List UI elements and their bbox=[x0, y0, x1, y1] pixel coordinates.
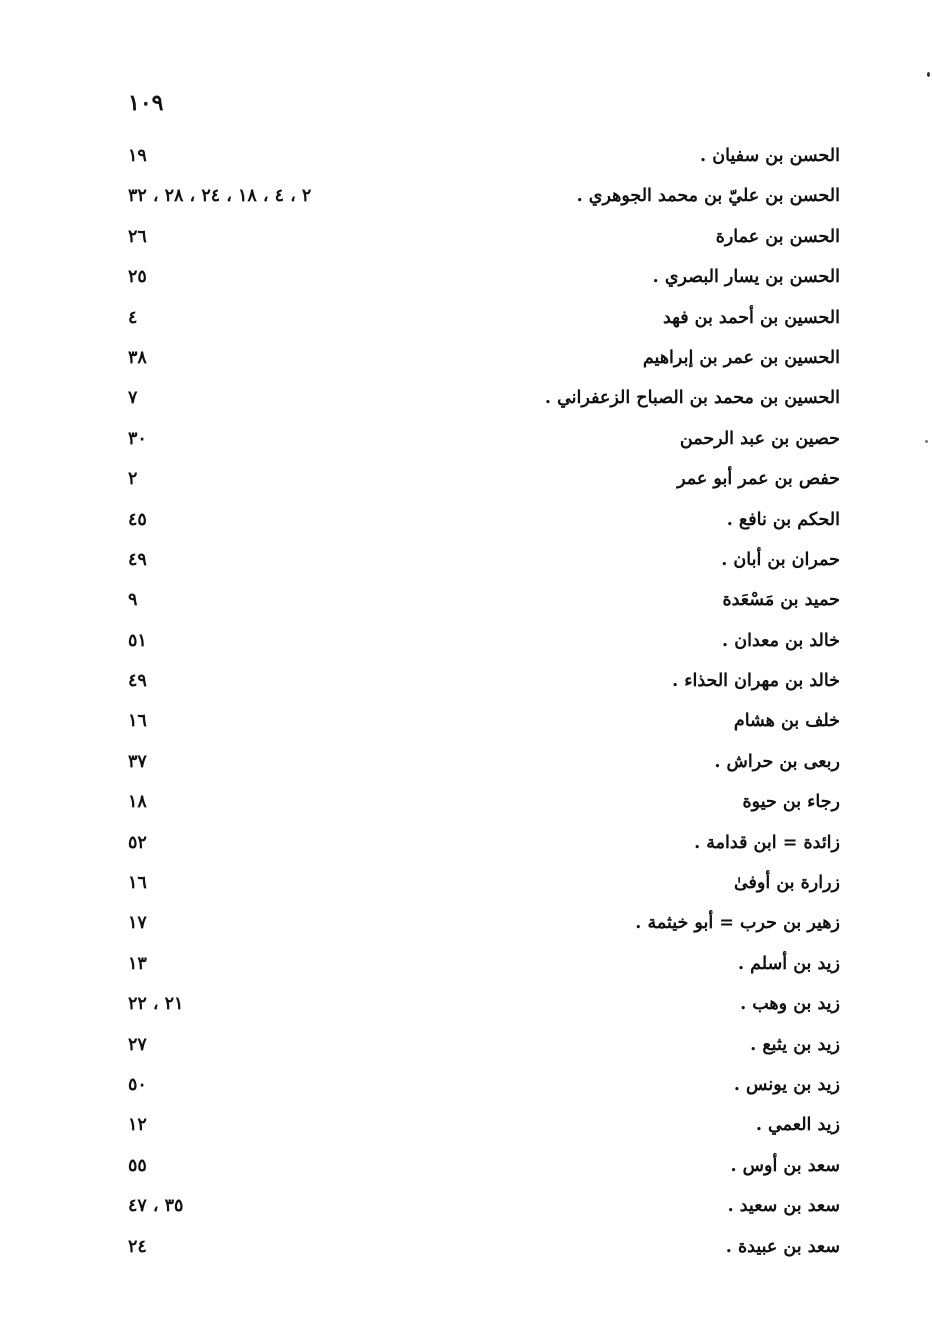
entry-page-references: ١٦ bbox=[128, 873, 147, 894]
entry-page-references: ٢٤ bbox=[128, 1236, 147, 1257]
entry-page-references: ١٨ bbox=[128, 792, 147, 813]
index-entry bbox=[100, 623, 840, 663]
name-index-list bbox=[100, 138, 840, 1269]
scan-speck bbox=[927, 72, 930, 77]
entry-name: الحسن بن سفيان . bbox=[700, 146, 840, 166]
index-entry bbox=[100, 703, 840, 743]
index-entry bbox=[100, 380, 840, 420]
entry-page-references: ٤ bbox=[128, 307, 138, 328]
entry-name: حمران بن أبان . bbox=[721, 549, 840, 570]
entry-page-references: ٢ ، ٤ ، ١٨ ، ٢٤ ، ٢٨ ، ٣٢ bbox=[128, 186, 312, 207]
entry-name: خالد بن معدان . bbox=[722, 630, 840, 651]
entry-name: حفص بن عمر أبو عمر bbox=[677, 469, 840, 490]
entry-page-references: ١٩ bbox=[128, 146, 147, 166]
entry-name: الحسن بن عمارة bbox=[715, 226, 840, 247]
entry-page-references: ٤٥ bbox=[128, 509, 147, 530]
entry-name: زرارة بن أوفىٰ bbox=[733, 873, 840, 894]
entry-name: زهير بن حرب = أبو خيثمة . bbox=[635, 913, 840, 934]
index-entry bbox=[100, 1188, 840, 1228]
entry-name: حصين بن عبد الرحمن bbox=[679, 428, 840, 449]
entry-page-references: ٥٥ bbox=[128, 1155, 147, 1176]
index-entry bbox=[100, 582, 840, 622]
entry-page-references: ٩ bbox=[128, 590, 138, 611]
entry-name: الحكم بن نافع . bbox=[726, 509, 840, 530]
entry-name: سعد بن أوس . bbox=[730, 1155, 840, 1176]
scan-speck bbox=[925, 440, 928, 443]
index-entry bbox=[100, 178, 840, 218]
entry-page-references: ١٦ bbox=[128, 711, 147, 732]
index-entry bbox=[100, 421, 840, 461]
entry-name: الحسين بن أحمد بن فهد bbox=[662, 307, 840, 328]
index-entry bbox=[100, 1027, 840, 1067]
entry-name: الحسن بن عليّ بن محمد الجوهري . bbox=[576, 186, 840, 207]
index-entry bbox=[100, 1107, 840, 1147]
index-entry bbox=[100, 865, 840, 905]
page-number: ١٠٩ bbox=[128, 90, 164, 116]
entry-name: ربعى بن حراش . bbox=[714, 751, 840, 772]
entry-page-references: ٣٧ bbox=[128, 751, 147, 772]
index-entry bbox=[100, 502, 840, 542]
index-entry bbox=[100, 1148, 840, 1188]
entry-page-references: ٣٠ bbox=[128, 428, 147, 449]
entry-page-references: ٧ bbox=[128, 388, 138, 409]
entry-name: الحسن بن يسار البصري . bbox=[652, 267, 840, 288]
index-entry bbox=[100, 1229, 840, 1269]
index-entry bbox=[100, 138, 840, 178]
entry-page-references: ٤٩ bbox=[128, 549, 147, 570]
entry-name: سعد بن سعيد . bbox=[727, 1196, 840, 1217]
entry-name: زائدة = ابن قدامة . bbox=[694, 832, 840, 853]
entry-page-references: ١٢ bbox=[128, 1115, 147, 1136]
entry-name: رجاء بن حيوة bbox=[742, 792, 840, 813]
index-entry bbox=[100, 1067, 840, 1107]
entry-page-references: ٢٦ bbox=[128, 226, 147, 247]
index-entry bbox=[100, 663, 840, 703]
entry-name: زيد بن يثبع . bbox=[750, 1034, 840, 1055]
entry-name: الحسين بن عمر بن إبراهيم bbox=[642, 347, 840, 368]
index-entry bbox=[100, 340, 840, 380]
entry-page-references: ٥٢ bbox=[128, 832, 147, 853]
entry-page-references: ٣٨ bbox=[128, 347, 147, 368]
entry-page-references: ٣٥ ، ٤٧ bbox=[128, 1196, 184, 1217]
index-entry bbox=[100, 542, 840, 582]
index-entry bbox=[100, 259, 840, 299]
entry-name: زيد بن وهب . bbox=[740, 994, 840, 1015]
entry-page-references: ٥١ bbox=[128, 630, 147, 651]
index-entry bbox=[100, 300, 840, 340]
index-entry bbox=[100, 905, 840, 945]
entry-name: زيد بن يونس . bbox=[733, 1074, 840, 1095]
index-entry bbox=[100, 986, 840, 1026]
index-entry bbox=[100, 784, 840, 824]
entry-page-references: ٤٩ bbox=[128, 671, 147, 692]
entry-page-references: ٢٧ bbox=[128, 1034, 147, 1055]
index-entry bbox=[100, 825, 840, 865]
entry-name: خالد بن مهران الحذاء . bbox=[672, 671, 840, 692]
entry-page-references: ٥٠ bbox=[128, 1074, 147, 1095]
entry-name: زيد العمي . bbox=[755, 1115, 840, 1136]
entry-page-references: ٢١ ، ٢٢ bbox=[128, 994, 184, 1015]
entry-name: الحسين بن محمد بن الصباح الزعفراني . bbox=[544, 388, 840, 409]
entry-name: سعد بن عبيدة . bbox=[725, 1236, 840, 1257]
index-entry bbox=[100, 219, 840, 259]
index-entry bbox=[100, 461, 840, 501]
entry-page-references: ١٣ bbox=[128, 953, 147, 974]
index-entry bbox=[100, 946, 840, 986]
entry-name: زيد بن أسلم . bbox=[737, 953, 840, 974]
entry-page-references: ١٧ bbox=[128, 913, 147, 934]
entry-name: خلف بن هشام bbox=[733, 711, 840, 732]
entry-name: حميد بن مَسْعَدة bbox=[722, 590, 840, 611]
entry-page-references: ٢٥ bbox=[128, 267, 147, 288]
entry-page-references: ٢ bbox=[128, 469, 138, 490]
index-entry bbox=[100, 744, 840, 784]
